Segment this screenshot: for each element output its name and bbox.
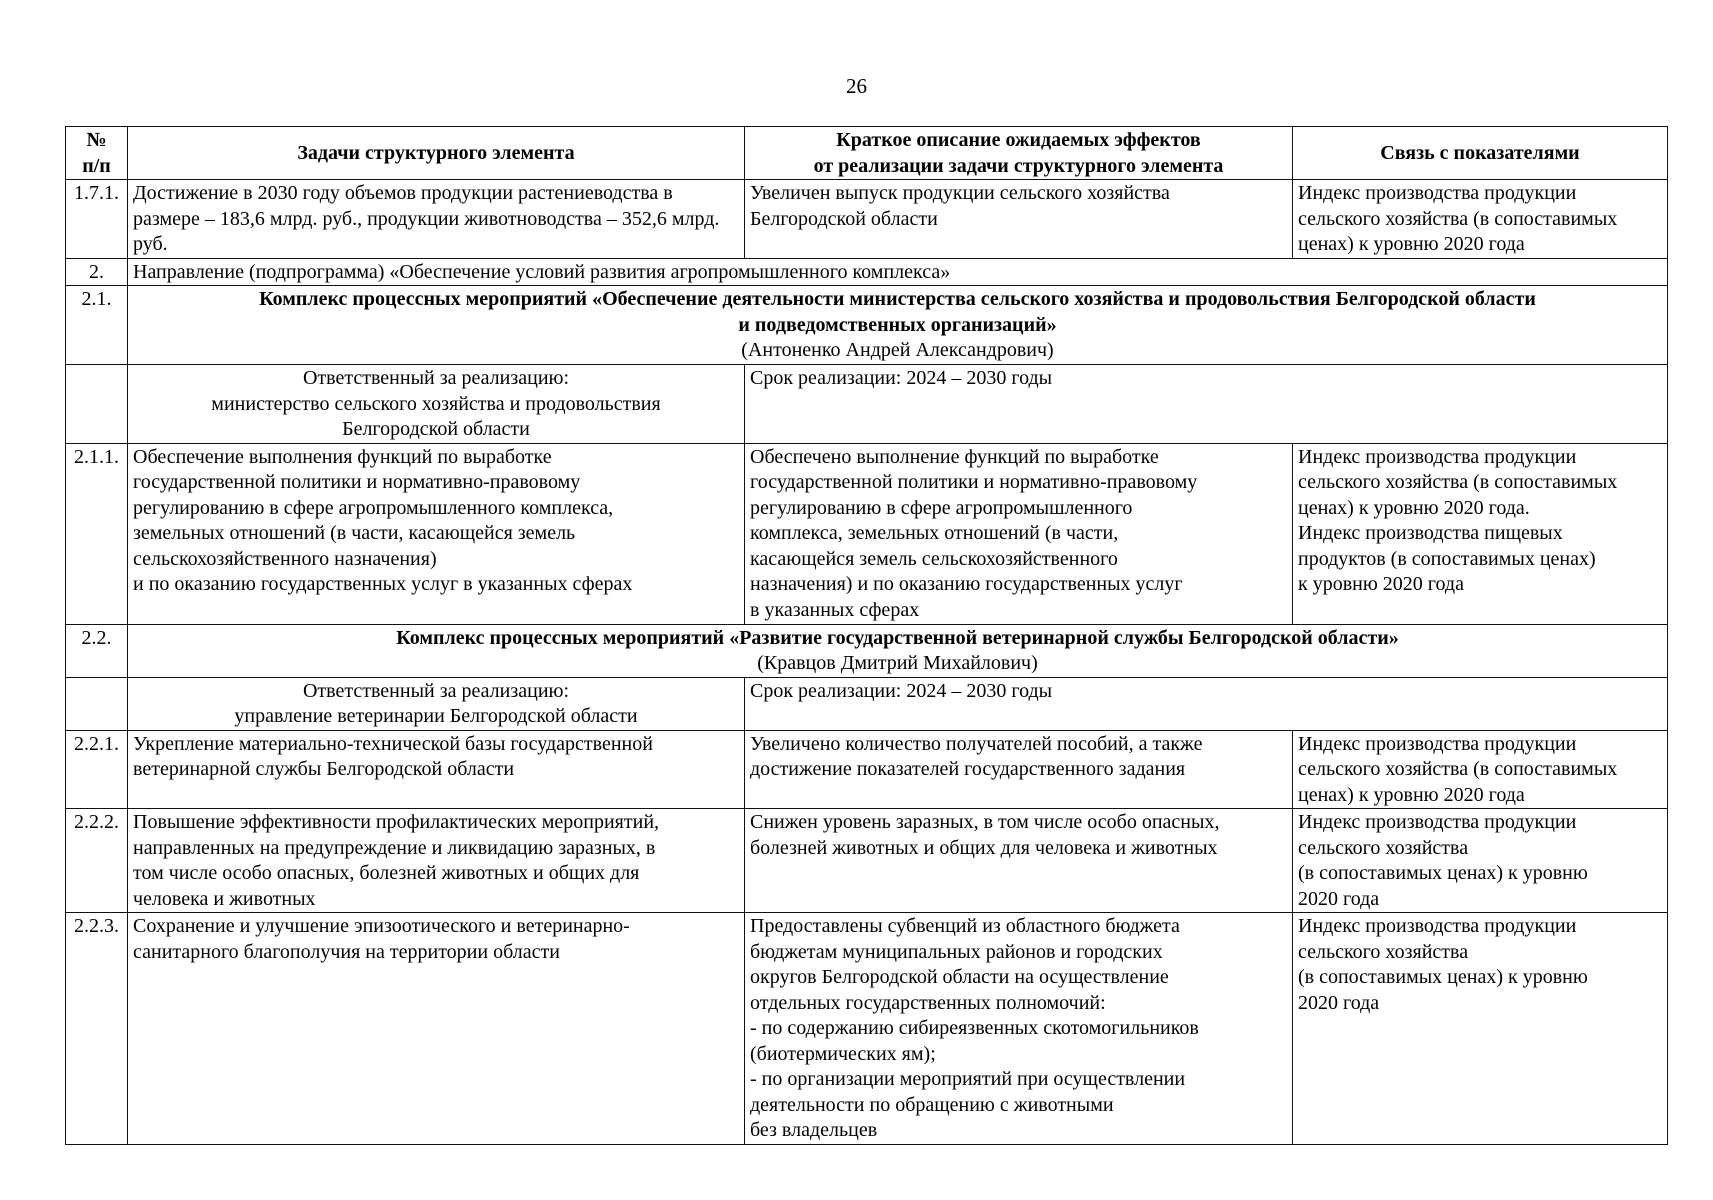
table-row <box>66 913 1668 1145</box>
empty-cell <box>66 365 128 444</box>
header-effects: Краткое описание ожидаемых эффектов от реализации задачи структурного элемента <box>745 127 1293 180</box>
effect-cell: Снижен уровень заразных, в том числе особо опасных, болезней животных и общих для человека и животных <box>745 809 1293 913</box>
row-number: 2.2.3. <box>66 913 128 1145</box>
responsible-person: (Кравцов Дмитрий Михайлович) <box>757 652 1038 674</box>
subsection-header <box>128 624 1668 677</box>
row-number: 2.2.2. <box>66 809 128 913</box>
section-number: 2. <box>66 258 128 286</box>
indicator-cell: Индекс производства продукции сельского хозяйства (в сопоставимых ценах) к уровню 2020 года <box>1293 180 1668 259</box>
effect-cell: Увеличено количество получателей пособий, а также достижение показателей государственного задания <box>745 730 1293 809</box>
table-row <box>66 809 1668 913</box>
task-cell: Сохранение и улучшение эпизоотического и ветеринарно- санитарного благополучия на территории области <box>128 913 745 1145</box>
effect-cell: Предоставлены субвенций из областного бюджета бюджетам муниципальных районов и городских округов Белгородской области на осуществление отдельных государственных полномочий: - по содержанию сибиреязвенных скотомогильников (биотермических ям); - по организации мероприятий при осуществлении деятельности по обращению с животными без владельцев <box>745 913 1293 1145</box>
indicator-cell: Индекс производства продукции сельского хозяйства (в сопоставимых ценах) к уровню 2020 года <box>1293 809 1668 913</box>
table-row <box>66 730 1668 809</box>
table-row <box>66 180 1668 259</box>
subsection-number: 2.1. <box>66 286 128 365</box>
term-cell: Срок реализации: 2024 – 2030 годы <box>745 677 1668 730</box>
task-cell: Достижение в 2030 году объемов продукции растениеводства в размере – 183,6 млрд. руб., продукции животноводства – 352,6 млрд. руб. <box>128 180 745 259</box>
page-number: 26 <box>846 74 867 98</box>
effect-cell: Увеличен выпуск продукции сельского хозяйства Белгородской области <box>745 180 1293 259</box>
effect-cell: Обеспечено выполнение функций по выработке государственной политики и нормативно-правовому регулированию в сфере агропромышленного комплекса, земельных отношений (в части, касающейся земель сельскохозяйственного назначения) и по оказанию государственных услуг в указанных сферах <box>745 443 1293 624</box>
empty-cell <box>66 677 128 730</box>
subsection-row <box>66 286 1668 365</box>
header-indicators: Связь с показателями <box>1293 127 1668 180</box>
responsible-cell: Ответственный за реализацию: управление ветеринарии Белгородской области <box>128 677 745 730</box>
subsection-title: Комплекс процессных мероприятий «Обеспечение деятельности министерства сельского хозяйства и продовольствия Белгородской области и подведомственных организаций» <box>259 288 1536 336</box>
row-number: 2.1.1. <box>66 443 128 624</box>
indicator-cell: Индекс производства продукции сельского хозяйства (в сопоставимых ценах) к уровню 2020 года <box>1293 913 1668 1145</box>
section-row <box>66 258 1668 286</box>
header-number: № п/п <box>66 127 128 180</box>
indicator-cell: Индекс производства продукции сельского хозяйства (в сопоставимых ценах) к уровню 2020 года <box>1293 730 1668 809</box>
table-row <box>66 443 1668 624</box>
responsible-row <box>66 677 1668 730</box>
subsection-number: 2.2. <box>66 624 128 677</box>
subsection-title: Комплекс процессных мероприятий «Развитие государственной ветеринарной службы Белгородской области» <box>396 626 1399 649</box>
row-number: 2.2.1. <box>66 730 128 809</box>
row-number: 1.7.1. <box>66 180 128 259</box>
responsible-cell: Ответственный за реализацию: министерство сельского хозяйства и продовольствия Белгородской области <box>128 365 745 444</box>
subsection-header <box>128 286 1668 365</box>
program-table <box>65 126 1668 1145</box>
responsible-person: (Антоненко Андрей Александрович) <box>741 339 1054 361</box>
task-cell: Обеспечение выполнения функций по выработке государственной политики и нормативно-правовому регулированию в сфере агропромышленного комплекса, земельных отношений (в части, касающейся земель сельскохозяйственного назначения) и по оказанию государственных услуг в указанных сферах <box>128 443 745 624</box>
task-cell: Повышение эффективности профилактических мероприятий, направленных на предупреждение и ликвидацию заразных, в том числе особо опасных, болезней животных и общих для человека и животных <box>128 809 745 913</box>
indicator-cell: Индекс производства продукции сельского хозяйства (в сопоставимых ценах) к уровню 2020 года. Индекс производства пищевых продуктов (в сопоставимых ценах) к уровню 2020 года <box>1293 443 1668 624</box>
term-cell: Срок реализации: 2024 – 2030 годы <box>745 365 1668 444</box>
subsection-row <box>66 624 1668 677</box>
table-header-row <box>66 127 1668 180</box>
section-title: Направление (подпрограмма) «Обеспечение условий развития агропромышленного комплекса» <box>128 258 1668 286</box>
task-cell: Укрепление материально-технической базы государственной ветеринарной службы Белгородской области <box>128 730 745 809</box>
header-tasks: Задачи структурного элемента <box>128 127 745 180</box>
responsible-row <box>66 365 1668 444</box>
